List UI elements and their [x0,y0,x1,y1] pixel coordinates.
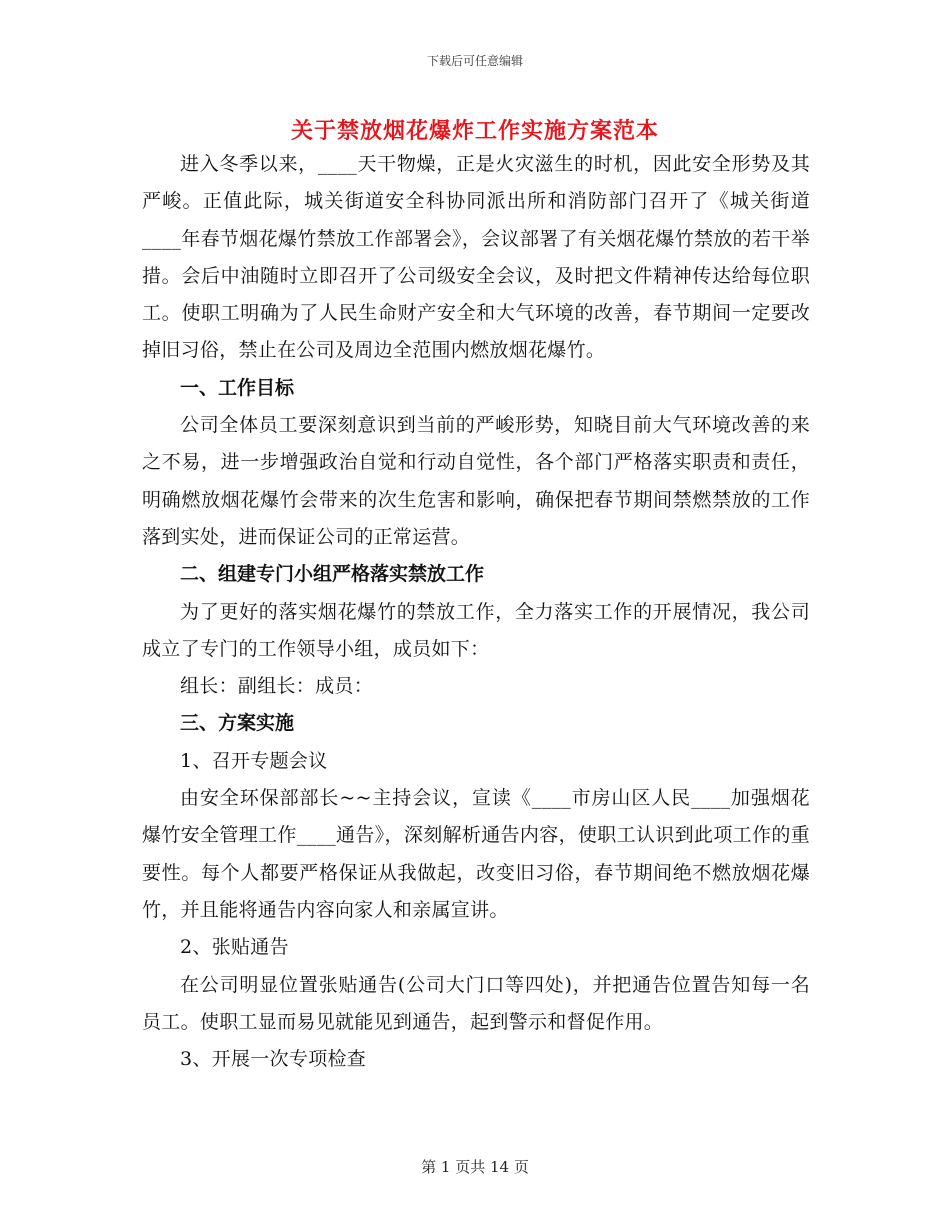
document-title: 关于禁放烟花爆炸工作实施方案范本 [290,118,659,144]
section-heading-goals: 一、工作目标 [180,376,295,399]
document-body [142,146,810,1078]
team-members-line: 组长：副组长：成员： [180,675,374,698]
subheading-inspection: 3、开展一次专项检查 [180,1048,367,1071]
page-footer: 第 1 页共 14 页 [421,1158,529,1176]
team-paragraph: 为了更好的落实烟花爆竹的禁放工作，全力落实工作的开展情况，我公司成立了专门的工作领导小组，成员如下： [142,600,810,660]
meeting-paragraph: 由安全环保部部长~~主持会议，宣读《____市房山区人民____加强烟花爆竹安全管理工作____通告》，深刻解析通告内容，使职工认识到此项工作的重要性。每个人都要严格保证从我做起，改变旧习俗，春节期间绝不燃放烟花爆竹，并且能将通告内容向家人和亲属宣讲。 [142,787,810,921]
goals-paragraph: 公司全体员工要深刻意识到当前的严峻形势，知晓目前大气环境改善的来之不易，进一步增强政治自觉和行动自觉性，各个部门严格落实职责和责任，明确燃放烟花爆竹会带来的次生危害和影响，确保把春节期间禁燃禁放的工作落到实处，进而保证公司的正常运营。 [142,414,810,548]
subheading-notice: 2、张贴通告 [180,936,289,959]
page-header: 下载后可任意编辑 [426,54,523,68]
section-heading-implementation: 三、方案实施 [180,712,295,735]
intro-paragraph: 进入冬季以来，____天干物燥，正是火灾滋生的时机，因此安全形势及其严峻。正值此际，城关街道安全科协同派出所和消防部门召开了《城关街道____年春节烟花爆竹禁放工作部署会》，会议部署了有关烟花爆竹禁放的若干举措。会后中油随时立即召开了公司级安全会议，及时把文件精神传达给每位职工。使职工明确为了人民生命财产安全和大气环境的改善，春节期间一定要改掉旧习俗，禁止在公司及周边全范围内燃放烟花爆竹。 [142,153,810,362]
notice-paragraph: 在公司明显位置张贴通告(公司大门口等四处)，并把通告位置告知每一名员工。使职工显而易见就能见到通告，起到警示和督促作用。 [142,973,810,1033]
subheading-meeting: 1、召开专题会议 [180,749,328,772]
section-heading-team: 二、组建专门小组严格落实禁放工作 [180,563,485,586]
